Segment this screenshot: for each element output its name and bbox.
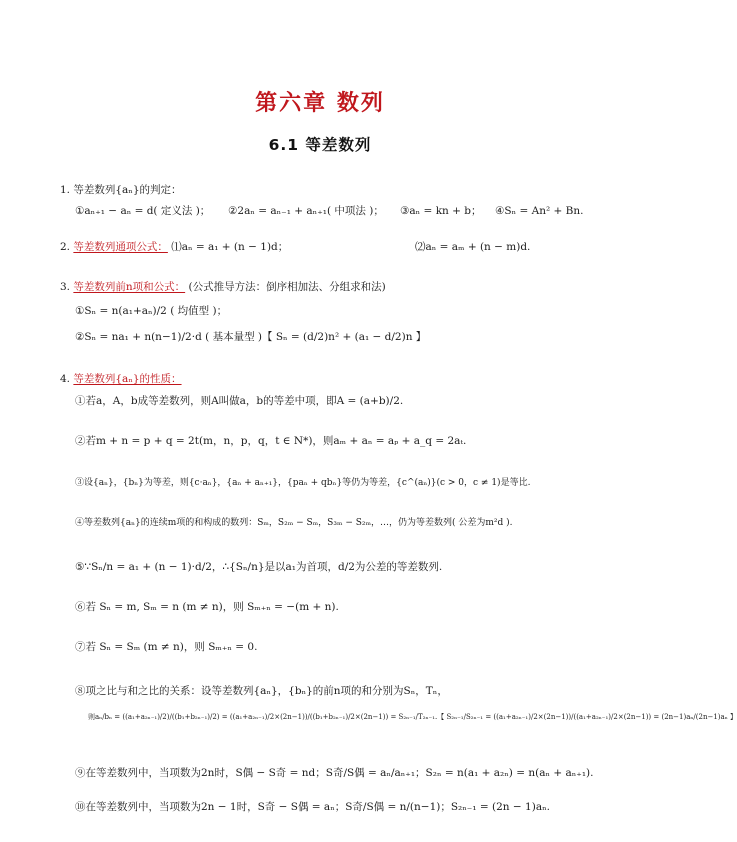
section-title: 6.1 等差数列 — [268, 136, 372, 154]
property-8-intro: ⑧项之比与和之比的关系：设等差数列{aₙ}，{bₙ}的前n项的和分别为Sₙ，Tₙ， — [75, 685, 448, 697]
item2-formula2: ⑵aₙ = aₘ + (n − m)d. — [415, 241, 531, 253]
item1-method-1: ①aₙ₊₁ − aₙ = d( 定义法 )； — [75, 205, 211, 217]
property-1: ①若a，A，b成等差数列，则A叫做a，b的等差中项，即A = (a+b)/2. — [75, 395, 404, 407]
property-9: ⑨在等差数列中，当项数为2n时，S偶 − S奇 = nd；S奇/S偶 = aₙ/aₙ₊₁；S₂ₙ = n(a₁ + a₂ₙ) = n(aₙ + aₙ₊₁). — [75, 767, 594, 779]
property-5: ⑤∵Sₙ/n = a₁ + (n − 1)·d/2，∴{Sₙ/n}是以a₁为首项，d/2为公差的等差数列. — [75, 561, 443, 573]
item3-number: 3. — [60, 281, 71, 293]
item4-label: 等差数列{aₙ}的性质： — [73, 373, 182, 385]
property-3: ③设{aₙ}，{bₙ}为等差，则{c·aₙ}，{aₙ + aₙ₊₁}，{paₙ + qbₙ}等仍为等差，{c^(aₙ)}(c > 0，c ≠ 1)是等比. — [75, 478, 531, 488]
item1-method-3: ③aₙ = kn + b； — [400, 205, 482, 217]
property-4: ④等差数列{aₙ}的连续m项的和构成的数列：Sₘ，S₂ₘ − Sₘ，S₃ₘ − S₂ₘ，…，仍为等差数列( 公差为m²d ). — [75, 518, 513, 528]
item2-formula1: ⑴aₙ = a₁ + (n − 1)d； — [171, 241, 289, 253]
item1-method-2: ②2aₙ = aₙ₋₁ + aₙ₊₁( 中项法 )； — [228, 205, 384, 217]
item3-formula1: ①Sₙ = n(a₁+aₙ)/2 ( 均值型 )； — [75, 305, 228, 317]
chapter-title: 第六章 数列 — [255, 91, 385, 116]
property-7: ⑦若 Sₙ = Sₘ (m ≠ n)，则 Sₘ₊ₙ = 0. — [75, 641, 258, 653]
item1-heading: 1. 等差数列{aₙ}的判定： — [60, 184, 182, 196]
item2-line — [60, 240, 288, 254]
item3-formula2: ②Sₙ = na₁ + n(n−1)/2·d ( 基本量型 )【 Sₙ = (d/2)n² + (a₁ − d/2)n 】 — [75, 331, 427, 343]
item2-label: 等差数列通项公式： — [73, 241, 168, 253]
item3-line — [60, 280, 386, 294]
property-2: ②若m + n = p + q = 2t(m，n，p，q，t ∈ N*)，则aₘ + aₙ = aₚ + a_q = 2aₜ. — [75, 435, 467, 447]
item1-method-4: ④Sₙ = An² + Bn. — [495, 205, 584, 217]
property-6: ⑥若 Sₙ = m, Sₘ = n (m ≠ n)，则 Sₘ₊ₙ = −(m + n). — [75, 601, 339, 613]
property-10: ⑩在等差数列中，当项数为2n − 1时，S奇 − S偶 = aₙ；S奇/S偶 = n/(n−1)；S₂ₙ₋₁ = (2n − 1)aₙ. — [75, 801, 550, 813]
property-8-formula: 则aₙ/bₙ = ((a₁+a₂ₙ₋₁)/2)/((b₁+b₂ₙ₋₁)/2) = ((a₁+a₂ₙ₋₁)/2×(2n−1))/((b₁+b₂ₙ₋₁)/2×(2n−1)) = S₂ₙ₋₁/T₂ₙ₋₁.【 S₂ₙ₋₁/S₂ₙ₋₁ = ((a₁+a₂ₙ₋₁)/2×(2n−1))/((a₁+a₂ₙ₋₁)/2×(2n−1)) = (2n−1)aₙ/(2n−1)aₙ 】 — [88, 713, 737, 721]
item4-line — [60, 372, 182, 386]
item2-number: 2. — [60, 241, 71, 253]
item3-label: 等差数列前n项和公式： — [73, 281, 186, 293]
item3-note: (公式推导方法：倒序相加法、分组求和法) — [188, 281, 386, 293]
item4-number: 4. — [60, 373, 71, 385]
